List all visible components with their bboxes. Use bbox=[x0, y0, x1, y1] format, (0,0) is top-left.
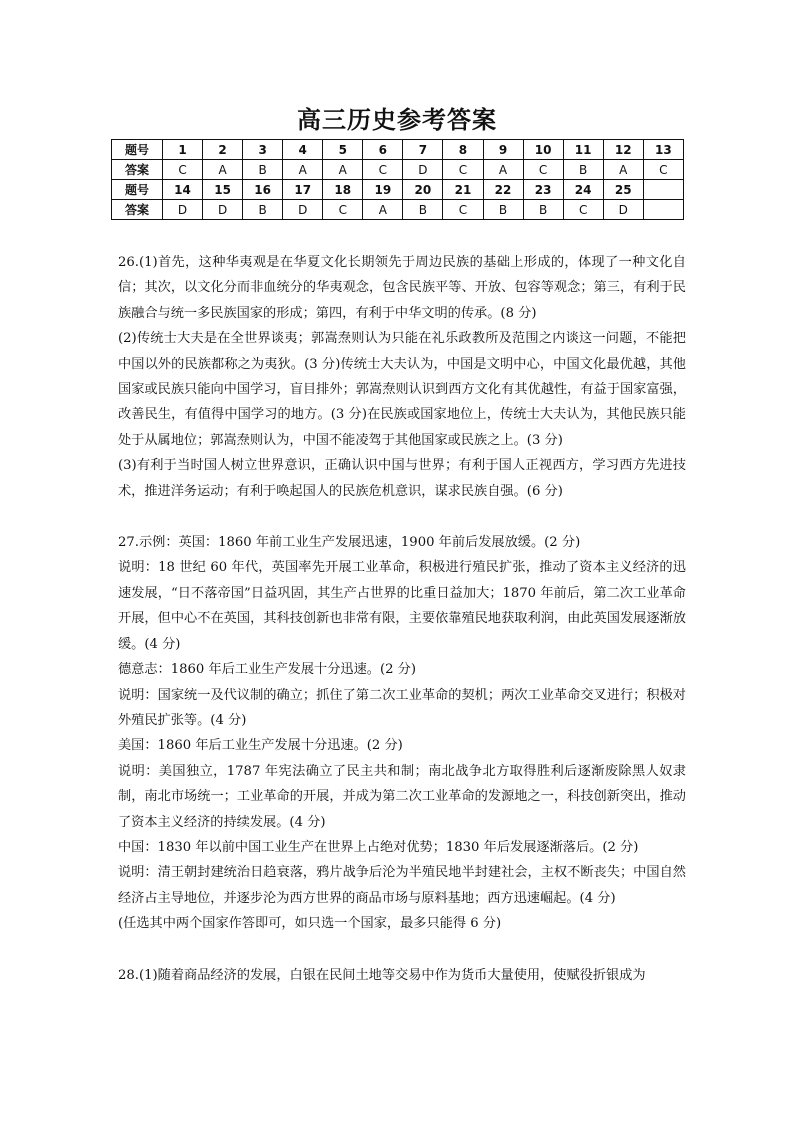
answer-table bbox=[111, 139, 684, 220]
page-title: 高三历史参考答案 bbox=[297, 106, 497, 134]
q26-part3: (3)有利于当时国人树立世界意识，正确认识中国与世界；有利于国人正视西方，学习西方先进技术，推进洋务运动；有利于唤起国人的民族危机意识，谋求民族自强。(6 分) bbox=[118, 458, 686, 499]
question-number: 23 bbox=[523, 180, 563, 200]
q27-note: (任选其中两个国家作答即可，如只选一个国家，最多只能得 6 分) bbox=[118, 916, 502, 932]
q27-line: 27.示例：英国：1860 年前工业生产发展迅速，1900 年前后发展放缓。(2 分) bbox=[118, 535, 581, 551]
question-number: 25 bbox=[603, 180, 643, 200]
question-number: 12 bbox=[603, 140, 643, 160]
q27-line: 中国：1830 年以前中国工业生产在世界上占绝对优势；1830 年后发展逐渐落后。(2 分) bbox=[118, 839, 639, 855]
table-row bbox=[112, 180, 684, 200]
answer-cell: A bbox=[603, 160, 643, 180]
table-row bbox=[112, 200, 684, 220]
question-number: 14 bbox=[163, 180, 203, 200]
q27-line: 德意志：1860 年后工业生产发展十分迅速。(2 分) bbox=[118, 662, 416, 678]
answer-cell: D bbox=[403, 160, 443, 180]
question-number: 18 bbox=[323, 180, 363, 200]
table-row bbox=[112, 140, 684, 160]
answer-cell: A bbox=[483, 160, 523, 180]
question-number: 13 bbox=[643, 140, 683, 160]
answer-cell: A bbox=[363, 200, 403, 220]
answer-cell: B bbox=[403, 200, 443, 220]
q26-part1: 26.(1)首先，这种华夷观是在华夏文化长期领先于周边民族的基础上形成的，体现了一种文化自信；其次，以文化分而非血统分的华夷观念，包含民族平等、开放、包容等观念；第三，有利于民族融合与统一多民族国家的形成；第四，有利于中华文明的传承。(8 分) bbox=[118, 255, 686, 321]
answer-cell: B bbox=[483, 200, 523, 220]
answer-cell: C bbox=[443, 160, 483, 180]
q26-part2: (2)传统士大夫是在全世界谈夷；郭嵩焘则认为只能在礼乐政教所及范围之内谈这一问题，不能把中国以外的民族都称之为夷狄。(3 分)传统士大夫认为，中国是文明中心，中国文化最优越，其他国家或民族只能向中国学习，盲目排外；郭嵩焘则认识到西方文化有其优越性，有益于国家富强，改善民生，有值得中国学习的地方。(3 分)在民族或国家地位上，传统士大夫认为，其他民族只能处于从属地位；郭嵩焘则认为，中国不能凌驾于其他国家或民族之上。(3 分) bbox=[118, 331, 686, 448]
row-header: 题号 bbox=[112, 140, 163, 160]
answer-cell: A bbox=[203, 160, 243, 180]
answer-cell bbox=[643, 200, 683, 220]
answer-cell: C bbox=[563, 200, 603, 220]
answer-cell: C bbox=[523, 160, 563, 180]
row-header: 题号 bbox=[112, 180, 163, 200]
q27-line: 说明：清王朝封建统治日趋衰落，鸦片战争后沦为半殖民地半封建社会，主权不断丧失；中国自然经济占主导地位，并逐步沦为西方世界的商品市场与原料基地；西方迅速崛起。(4 分) bbox=[118, 865, 686, 906]
answer-cell: D bbox=[163, 200, 203, 220]
q28-line: 28.(1)随着商品经济的发展，白银在民间土地等交易中作为货币大量使用，使赋役折银成为 bbox=[118, 967, 646, 983]
question-number: 2 bbox=[203, 140, 243, 160]
question-number: 1 bbox=[163, 140, 203, 160]
section-gap bbox=[118, 937, 686, 963]
answer-cell: A bbox=[323, 160, 363, 180]
table-row bbox=[112, 160, 684, 180]
row-header: 答案 bbox=[112, 160, 163, 180]
question-number: 22 bbox=[483, 180, 523, 200]
question-number: 21 bbox=[443, 180, 483, 200]
question-number: 4 bbox=[283, 140, 323, 160]
section-gap bbox=[118, 504, 686, 530]
question-number: 7 bbox=[403, 140, 443, 160]
q27-line: 说明：18 世纪 60 年代，英国率先开展工业革命，积极进行殖民扩张，推动了资本主义经济的迅速发展，“日不落帝国”日益巩固，其生产占世界的比重日益加大；1870 年前后，第二次工业革命开展，但中心不在英国，其科技创新也非常有限，主要依靠殖民地获取利润，由此英国发展逐渐放缓。(4 分) bbox=[118, 560, 686, 652]
question-number: 19 bbox=[363, 180, 403, 200]
answer-cell: B bbox=[243, 160, 283, 180]
question-number: 6 bbox=[363, 140, 403, 160]
q27-line: 说明：国家统一及代议制的确立；抓住了第二次工业革命的契机；两次工业革命交叉进行；积极对外殖民扩张等。(4 分) bbox=[118, 687, 686, 728]
answer-cell: C bbox=[163, 160, 203, 180]
answer-cell: D bbox=[603, 200, 643, 220]
row-header: 答案 bbox=[112, 200, 163, 220]
question-number: 10 bbox=[523, 140, 563, 160]
answer-cell: C bbox=[643, 160, 683, 180]
question-number: 20 bbox=[403, 180, 443, 200]
q27-line: 说明：美国独立，1787 年宪法确立了民主共和制；南北战争北方取得胜利后逐渐废除黑人奴隶制，南北市场统一；工业革命的开展，并成为第二次工业革命的发源地之一，科技创新突出，推动了资本主义经济的持续发展。(4 分) bbox=[118, 763, 686, 830]
question-number: 24 bbox=[563, 180, 603, 200]
question-number: 17 bbox=[283, 180, 323, 200]
question-number: 11 bbox=[563, 140, 603, 160]
answer-cell: D bbox=[203, 200, 243, 220]
answer-cell: B bbox=[563, 160, 603, 180]
answer-cell: D bbox=[283, 200, 323, 220]
answer-cell: B bbox=[243, 200, 283, 220]
answer-content bbox=[118, 250, 686, 988]
question-number: 8 bbox=[443, 140, 483, 160]
answer-cell: A bbox=[283, 160, 323, 180]
question-number bbox=[643, 180, 683, 200]
question-number: 3 bbox=[243, 140, 283, 160]
answer-cell: C bbox=[323, 200, 363, 220]
q27-line: 美国：1860 年后工业生产发展十分迅速。(2 分) bbox=[118, 738, 403, 754]
answer-cell: C bbox=[443, 200, 483, 220]
question-number: 5 bbox=[323, 140, 363, 160]
question-number: 16 bbox=[243, 180, 283, 200]
answer-cell: B bbox=[523, 200, 563, 220]
answer-cell: C bbox=[363, 160, 403, 180]
question-number: 15 bbox=[203, 180, 243, 200]
question-number: 9 bbox=[483, 140, 523, 160]
